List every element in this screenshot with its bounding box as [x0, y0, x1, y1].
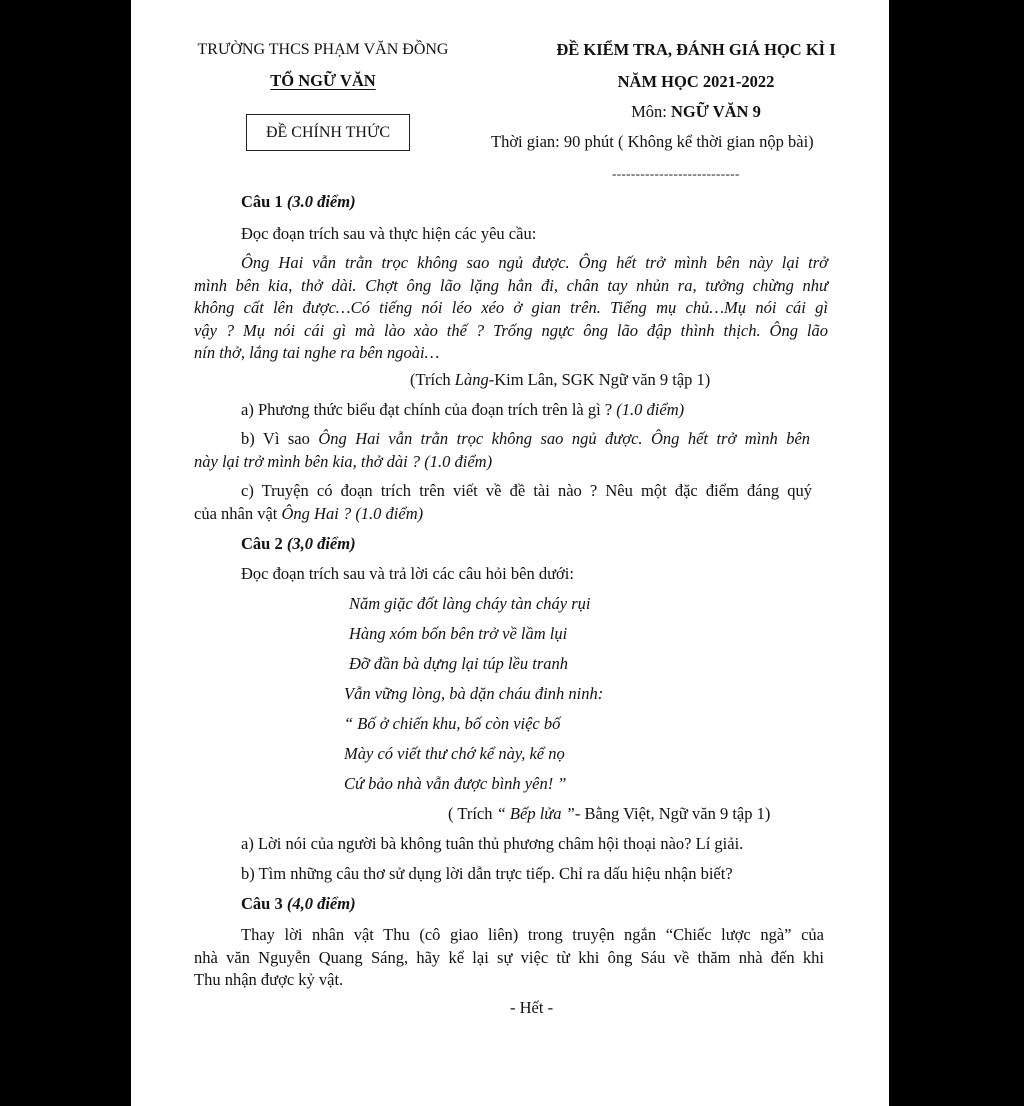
question-2-source: ( Trích “ Bếp lửa ”- Bằng Việt, Ngữ văn 9 tập 1)	[448, 804, 771, 823]
question-1-source: (Trích Làng-Kim Lân, SGK Ngữ văn 9 tập 1)	[410, 370, 711, 389]
question-1-heading: Câu 1 (3.0 điểm)	[241, 192, 356, 211]
question-2-heading: Câu 2 (3,0 điểm)	[241, 534, 356, 553]
poem-line: Năm giặc đốt làng cháy tàn cháy rụi	[349, 594, 591, 613]
end-marker: - Hết -	[510, 998, 554, 1017]
subject: Môn: NGỮ VĂN 9	[631, 102, 761, 121]
question-3-prompt: Thay lời nhân vật Thu (cô giao liên) trong truyện ngắn “Chiếc lược ngà” của nhà văn Nguyễn Quang Sáng, hãy kể lại sự việc từ khi ông Sáu về thăm nhà đến khi Thu nhận được kỷ vật.	[194, 925, 824, 989]
question-2-part-b: b) Tìm những câu thơ sử dụng lời dẫn trực tiếp. Chỉ ra dấu hiệu nhận biết?	[241, 864, 733, 883]
poem-line: “ Bố ở chiến khu, bố còn việc bố	[344, 714, 561, 733]
question-1-part-b: b) Vì sao Ông Hai vẫn trằn trọc không sao ngủ được. Ông hết trở mình bên này lại trở mình bên kia, thở dài ? (1.0 điểm)	[194, 429, 811, 471]
school-year: NĂM HỌC 2021-2022	[617, 72, 775, 91]
department: TỔ NGỮ VĂN	[270, 71, 376, 90]
official-exam-box: ĐỀ CHÍNH THỨC	[246, 114, 410, 151]
question-2-part-a: a) Lời nói của người bà không tuân thủ phương châm hội thoại nào? Lí giải.	[241, 834, 744, 853]
poem-line: Mày có viết thư chớ kể này, kể nọ	[344, 744, 565, 763]
poem-line: Hàng xóm bốn bên trở về lầm lụi	[349, 624, 568, 643]
question-1-excerpt: Ông Hai vẫn trằn trọc không sao ngủ được. Ông hết trở mình bên này lại trở mình bên kia, thở dài. Chợt ông lão lặng hẳn đi, chân tay nhủn ra, tưởng chừng như không cất lên được…Có tiếng nói léo xéo ở gian trên. Tiếng mụ chủ…Mụ nói cái gì vậy ? Mụ nói cái gì mà lào xào thế ? Trống ngực ông lão đập thình thịch. Ông lão nín thở, lắng tai nghe ra bên ngoài…	[194, 253, 828, 362]
question-1-part-a: a) Phương thức biểu đạt chính của đoạn trích trên là gì ? (1.0 điểm)	[241, 400, 685, 419]
dash-divider: ---------------------------	[612, 166, 740, 181]
question-1-instruction: Đọc đoạn trích sau và thực hiện các yêu cầu:	[241, 224, 537, 243]
question-2-instruction: Đọc đoạn trích sau và trả lời các câu hỏi bên dưới:	[241, 564, 574, 583]
question-3-heading: Câu 3 (4,0 điểm)	[241, 894, 356, 913]
poem-line: Vẫn vững lòng, bà dặn cháu đinh ninh:	[344, 684, 604, 703]
question-1-part-c: c) Truyện có đoạn trích trên viết về đề tài nào ? Nêu một đặc điểm đáng quý của nhân vật Ông Hai ? (1.0 điểm)	[194, 481, 812, 523]
time-allowed: Thời gian: 90 phút ( Không kể thời gian nộp bài)	[491, 132, 814, 151]
poem-line: Đỡ đần bà dựng lại túp lều tranh	[349, 654, 569, 673]
poem-line: Cứ bảo nhà vẫn được bình yên! ”	[344, 774, 567, 793]
exam-title: ĐỀ KIỂM TRA, ĐÁNH GIÁ HỌC KÌ I	[556, 40, 836, 59]
school-name: TRƯỜNG THCS PHẠM VĂN ĐỒNG	[197, 41, 449, 58]
